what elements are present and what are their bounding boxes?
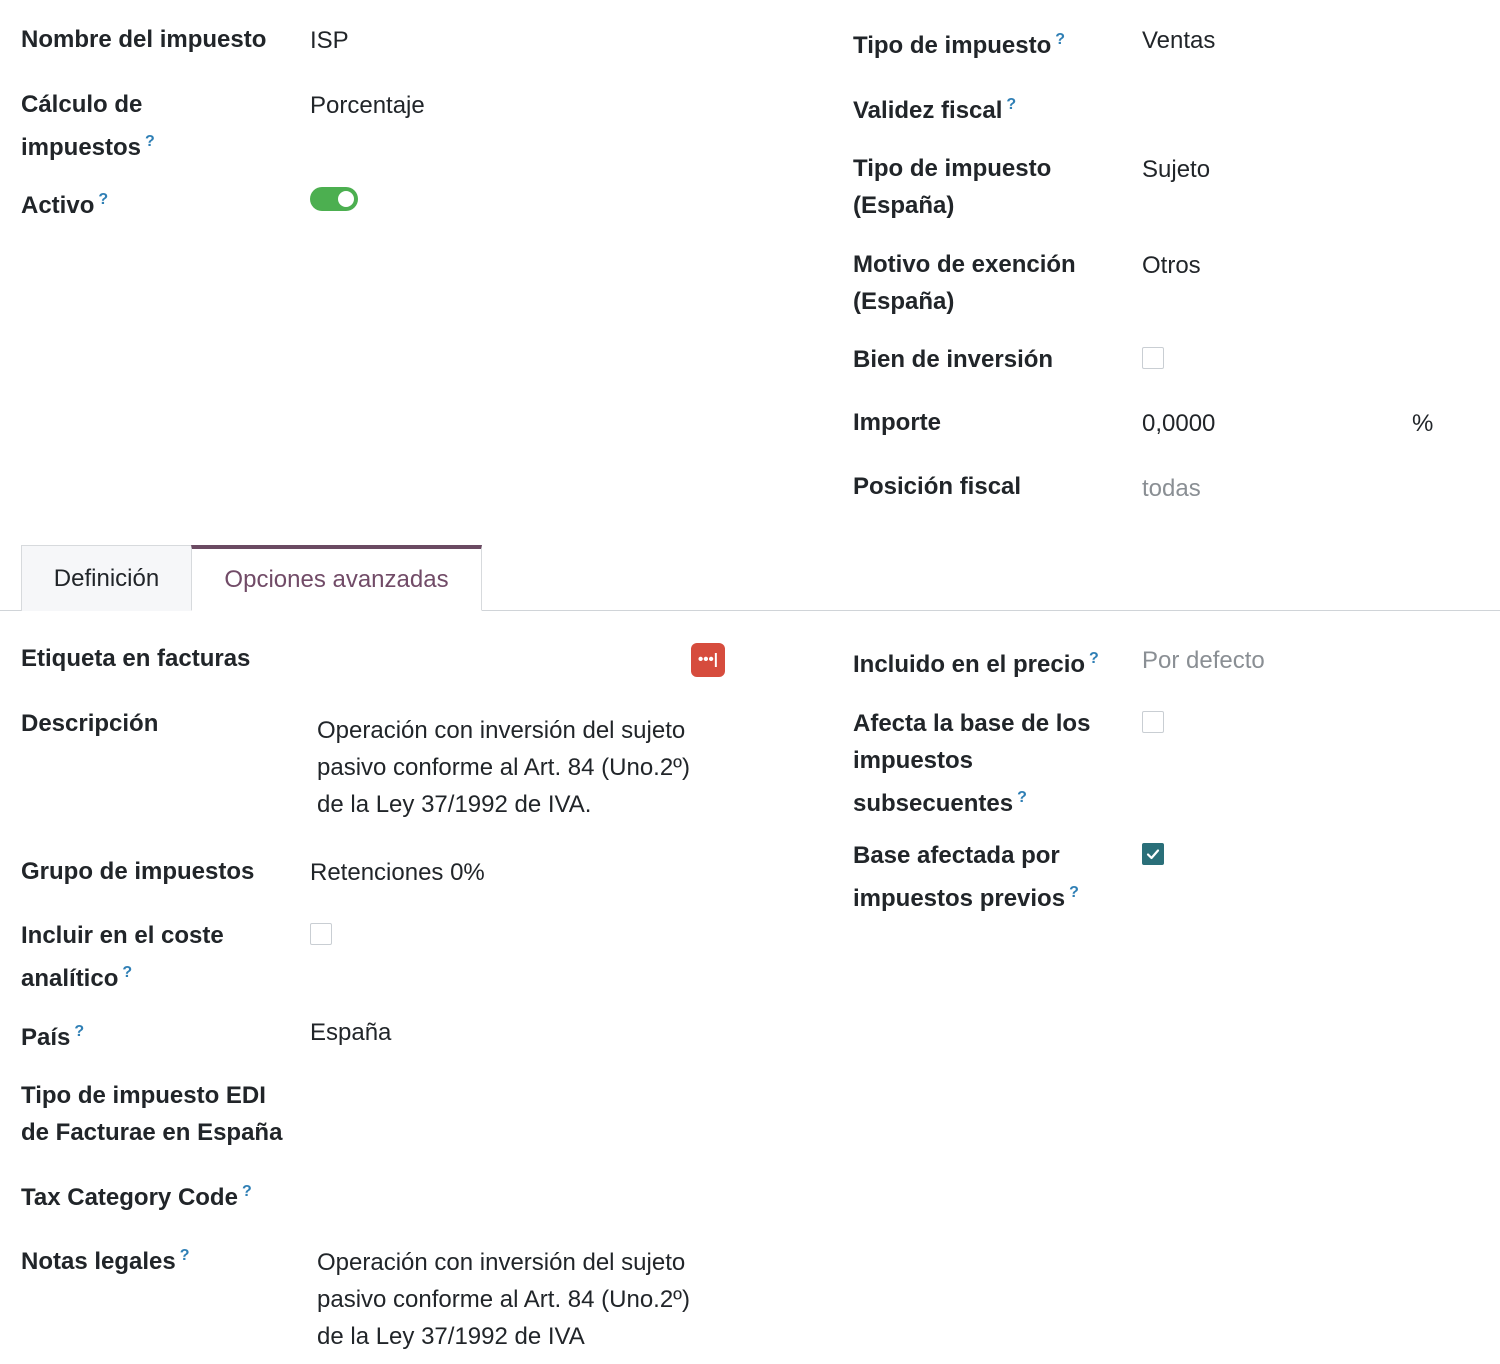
descripcion-line1: Operación con inversión del sujeto bbox=[317, 717, 686, 744]
pais-label-text: País bbox=[21, 1024, 71, 1051]
edi-label-line2: de Facturae en España bbox=[21, 1119, 283, 1146]
help-icon[interactable]: ? bbox=[145, 133, 155, 150]
importe-unit: % bbox=[1412, 410, 1434, 437]
incluido-precio-select[interactable]: Por defecto bbox=[1142, 647, 1265, 674]
calculo-impuestos-label bbox=[21, 86, 155, 166]
notas-line1: Operación con inversión del sujeto bbox=[317, 1249, 686, 1276]
posicion-fiscal-input[interactable]: todas bbox=[1142, 475, 1201, 502]
tipo-impuesto-value[interactable]: Ventas bbox=[1142, 27, 1216, 54]
help-icon[interactable]: ? bbox=[98, 191, 109, 208]
tipo-es-label-line2: (España) bbox=[853, 192, 955, 219]
base-afectada-label bbox=[853, 837, 1079, 917]
tab-definicion[interactable]: Definición bbox=[21, 545, 192, 611]
grupo-impuestos-value[interactable]: Retenciones 0% bbox=[310, 859, 485, 886]
help-icon[interactable]: ? bbox=[1055, 31, 1066, 48]
notas-legales-label-text: Notas legales bbox=[21, 1248, 176, 1275]
tipo-es-label-line1: Tipo de impuesto bbox=[853, 155, 1052, 182]
incluir-label-line1: Incluir en el coste bbox=[21, 922, 224, 949]
grupo-impuestos-label: Grupo de impuestos bbox=[21, 858, 255, 885]
posicion-fiscal-label: Posición fiscal bbox=[853, 473, 1022, 500]
base-afectada-checkbox[interactable] bbox=[1142, 843, 1164, 865]
check-icon bbox=[1146, 847, 1160, 861]
pais-value[interactable]: España bbox=[310, 1019, 392, 1046]
toggle-knob bbox=[338, 191, 354, 207]
tipo-impuesto-espana-value[interactable]: Sujeto bbox=[1142, 156, 1211, 183]
incluir-coste-label bbox=[21, 917, 224, 997]
incluido-precio-label-text: Incluido en el precio bbox=[853, 651, 1086, 678]
descripcion-line2: pasivo conforme al Art. 84 (Uno.2º) bbox=[317, 754, 690, 781]
notas-line2: pasivo conforme al Art. 84 (Uno.2º) bbox=[317, 1286, 690, 1313]
motivo-label-line2: (España) bbox=[853, 288, 955, 315]
help-icon[interactable]: ? bbox=[122, 964, 133, 981]
help-icon[interactable]: ? bbox=[179, 1247, 190, 1264]
incluir-label-line2: analítico bbox=[21, 965, 119, 992]
descripcion-label: Descripción bbox=[21, 710, 159, 737]
notas-line3: de la Ley 37/1992 de IVA bbox=[317, 1323, 585, 1350]
help-icon[interactable]: ? bbox=[241, 1183, 252, 1200]
bien-inversion-checkbox[interactable] bbox=[1142, 347, 1164, 369]
nombre-impuesto-label: Nombre del impuesto bbox=[21, 26, 267, 53]
motivo-exencion-label bbox=[853, 246, 1076, 320]
incluido-precio-label bbox=[853, 640, 1099, 683]
afecta-label-line1: Afecta la base de los bbox=[853, 710, 1091, 737]
importe-label: Importe bbox=[853, 409, 942, 436]
help-icon[interactable]: ? bbox=[1089, 650, 1099, 667]
bien-inversion-label: Bien de inversión bbox=[853, 346, 1054, 373]
notas-legales-label bbox=[21, 1237, 190, 1280]
descripcion-value[interactable] bbox=[317, 712, 690, 823]
tipo-impuesto-espana-label bbox=[853, 150, 1051, 224]
validez-fiscal-label-text: Validez fiscal bbox=[853, 97, 1003, 124]
tab-opciones-avanzadas[interactable]: Opciones avanzadas bbox=[191, 545, 482, 611]
activo-label-text: Activo bbox=[21, 192, 95, 219]
motivo-exencion-value[interactable]: Otros bbox=[1142, 252, 1201, 279]
afecta-label-line2: impuestos bbox=[853, 747, 974, 774]
importe-value[interactable]: 0,0000 bbox=[1142, 410, 1216, 437]
calculo-label-line2: impuestos bbox=[21, 134, 142, 161]
tax-category-code-label bbox=[21, 1173, 252, 1216]
incluir-coste-checkbox[interactable] bbox=[310, 923, 332, 945]
notas-legales-value[interactable] bbox=[317, 1244, 690, 1355]
translate-icon[interactable]: •••| bbox=[691, 643, 725, 677]
validez-fiscal-label bbox=[853, 86, 1016, 129]
tax-category-label-text: Tax Category Code bbox=[21, 1184, 238, 1211]
help-icon[interactable]: ? bbox=[74, 1023, 85, 1040]
help-icon[interactable]: ? bbox=[1017, 789, 1027, 806]
base-label-line1: Base afectada por bbox=[853, 842, 1060, 869]
edi-label-line1: Tipo de impuesto EDI bbox=[21, 1082, 266, 1109]
base-label-line2: impuestos previos bbox=[853, 885, 1066, 912]
afecta-label-line3: subsecuentes bbox=[853, 790, 1014, 817]
afecta-base-label bbox=[853, 705, 1090, 822]
calculo-impuestos-value[interactable]: Porcentaje bbox=[310, 92, 425, 119]
descripcion-line3: de la Ley 37/1992 de IVA. bbox=[317, 791, 592, 818]
tipo-impuesto-label bbox=[853, 21, 1065, 64]
tipo-edi-label bbox=[21, 1077, 282, 1151]
help-icon[interactable]: ? bbox=[1006, 96, 1017, 113]
activo-toggle[interactable] bbox=[310, 187, 358, 211]
tipo-impuesto-label-text: Tipo de impuesto bbox=[853, 32, 1052, 59]
activo-label bbox=[21, 181, 108, 224]
motivo-label-line1: Motivo de exención bbox=[853, 251, 1076, 278]
pais-label bbox=[21, 1013, 84, 1056]
etiqueta-facturas-label: Etiqueta en facturas bbox=[21, 645, 251, 672]
help-icon[interactable]: ? bbox=[1069, 884, 1079, 901]
afecta-base-checkbox[interactable] bbox=[1142, 711, 1164, 733]
calculo-label-line1: Cálculo de bbox=[21, 91, 143, 118]
nombre-impuesto-value[interactable]: ISP bbox=[310, 27, 349, 54]
